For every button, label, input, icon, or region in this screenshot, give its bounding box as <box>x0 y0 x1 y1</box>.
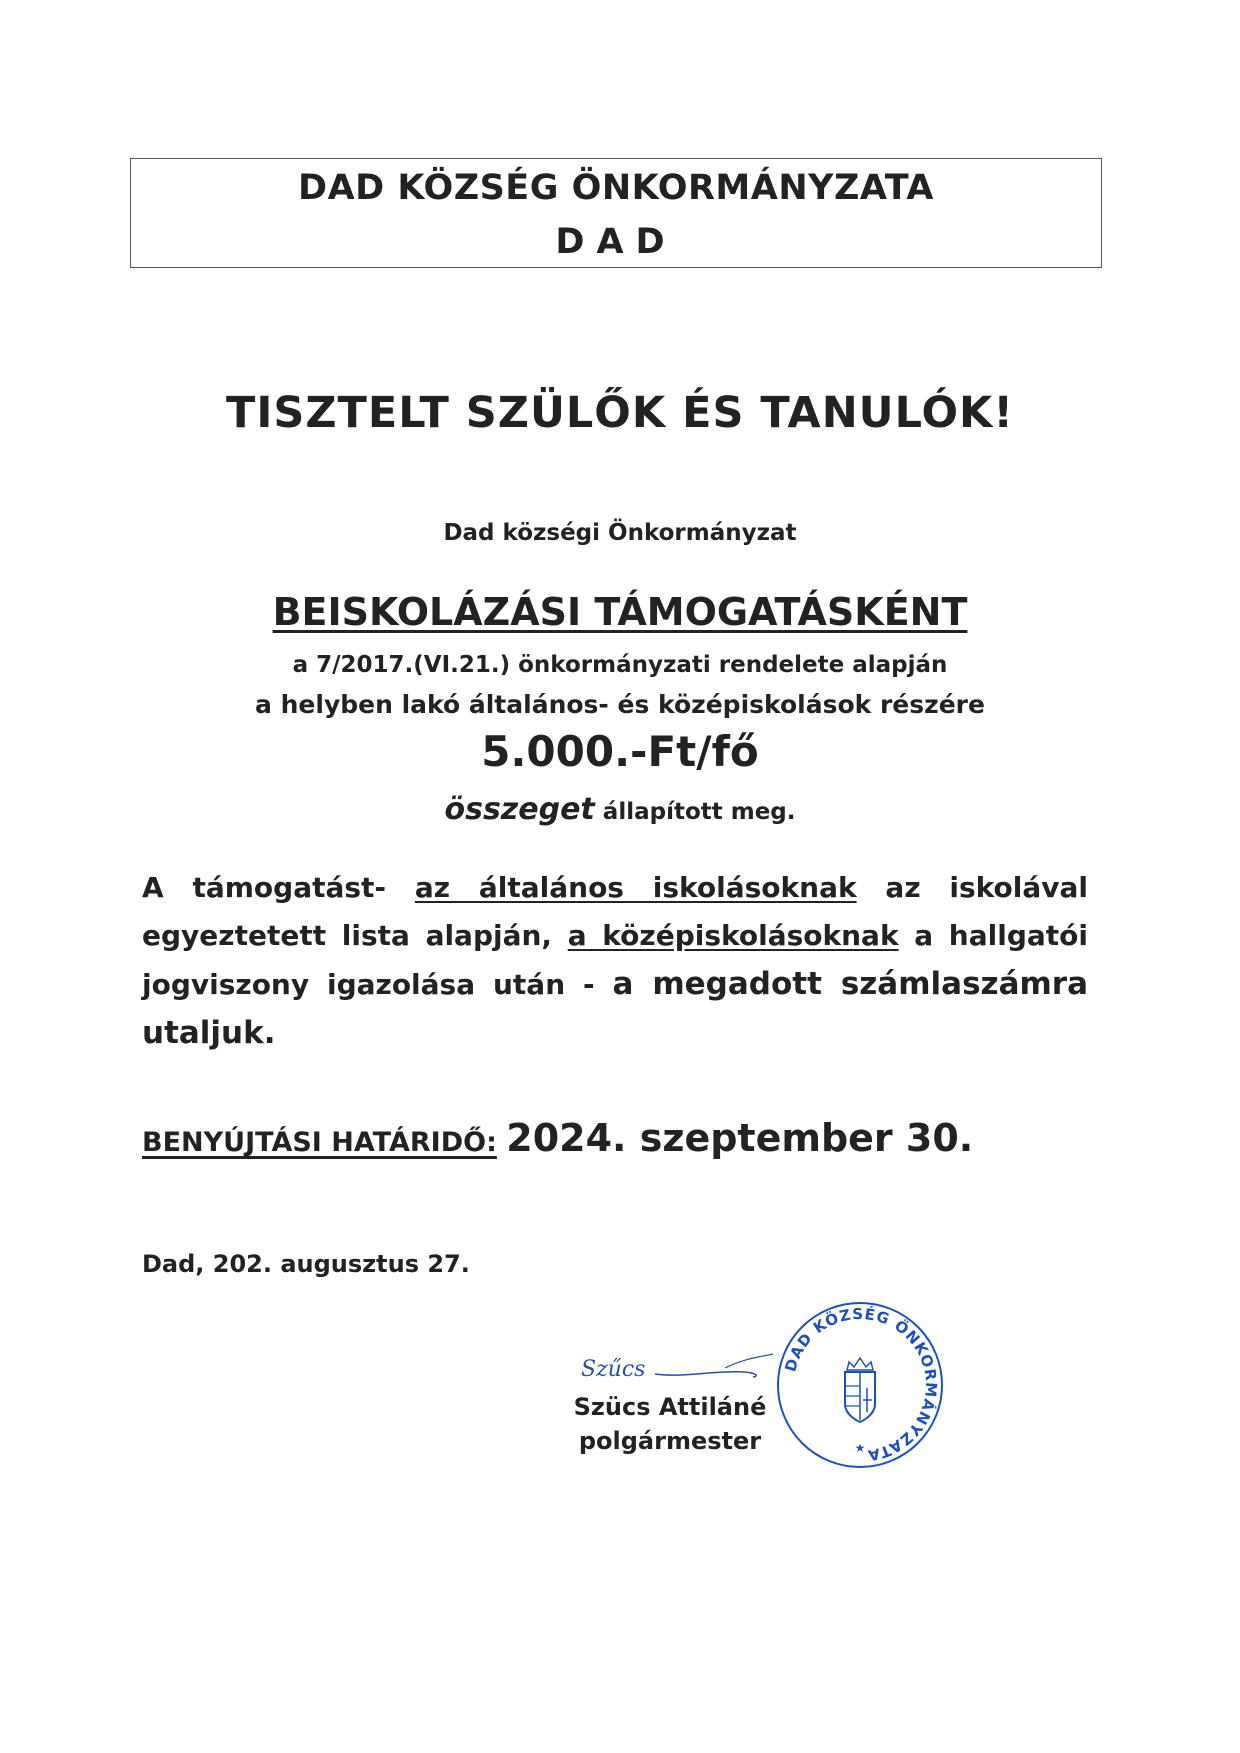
coat-of-arms-icon <box>845 1358 875 1422</box>
signer-name: Szücs Attiláné <box>573 1393 767 1421</box>
official-stamp <box>775 1300 945 1470</box>
dateline: Dad, 202. augusztus 27. <box>142 1250 470 1278</box>
support-title <box>0 590 1240 634</box>
deadline-line <box>142 1116 973 1160</box>
page-title: TISZTELT SZÜLŐK ÉS TANULÓK! <box>226 388 1014 438</box>
amount: 5.000.-Ft/fő <box>481 727 759 776</box>
handwritten-signature <box>575 1350 775 1390</box>
para-part-2: az iskolával egyeztetett lista alapján, <box>142 871 1089 952</box>
para-underline-primary: az általános iskolásoknak <box>414 871 857 904</box>
amount-set-rest: állapított meg. <box>602 799 796 825</box>
deadline-label: BENYÚJTÁSI HATÁRIDŐ: <box>142 1127 497 1158</box>
para-part-3: a hallgatói jogviszony igazolása után - <box>142 919 1088 1001</box>
amount-set-line <box>0 792 1240 827</box>
stamp-star-icon: ★ <box>854 1441 866 1455</box>
signature-handwriting: Szűcs <box>581 1357 646 1382</box>
header-municipality: DAD KÖZSÉG ÖNKORMÁNYZATA <box>298 168 934 208</box>
para-underline-secondary: a középiskolásoknak <box>567 919 899 952</box>
support-title-text: BEISKOLÁZÁSI TÁMOGATÁSKÉNT <box>272 590 968 634</box>
stamp-text: DAD KÖZSÉG ÖNKORMÁNYZATA <box>781 1304 941 1465</box>
header-town: DAD <box>555 222 677 262</box>
info-paragraph <box>142 864 1088 1058</box>
target-line: a helyben lakó általános- és középiskolások részére <box>255 690 985 719</box>
intro-line: Dad községi Önkormányzat <box>443 520 797 546</box>
para-part-1: A támogatást- <box>142 871 387 904</box>
decree-line: a 7/2017.(VI.21.) önkormányzati rendelete alapján <box>292 652 948 678</box>
para-part-4: a megadott számlaszámra <box>612 966 1088 1002</box>
para-part-5: utaljuk. <box>142 1015 276 1051</box>
deadline-date: 2024. szeptember 30. <box>506 1116 974 1160</box>
signer-role: polgármester <box>578 1427 762 1455</box>
amount-set-word: összeget <box>444 792 595 827</box>
